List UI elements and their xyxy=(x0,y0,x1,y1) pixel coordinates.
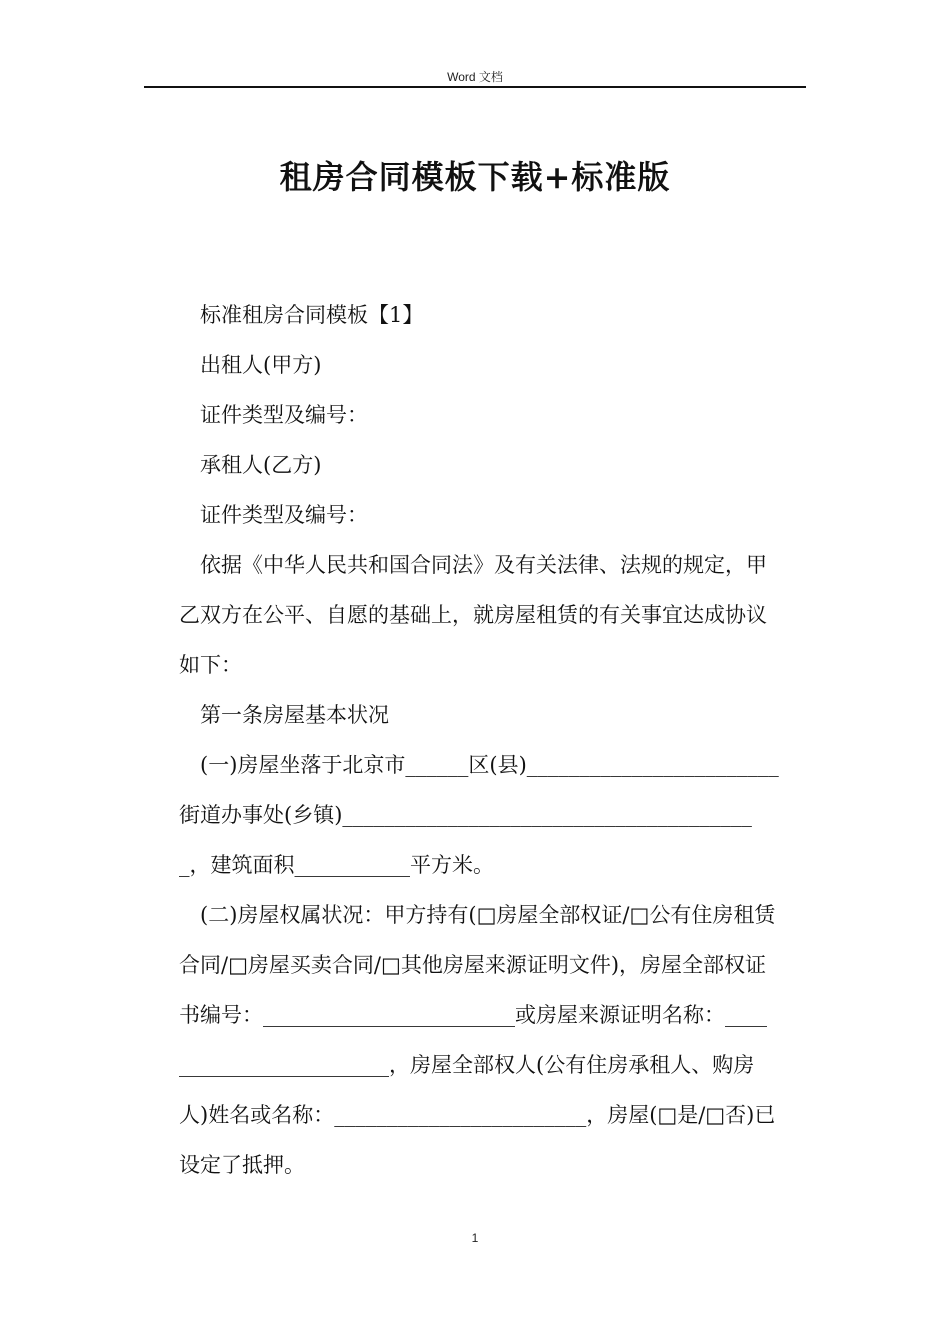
lessee-id-line: 证件类型及编号： xyxy=(200,503,368,527)
clause-1-line-1: (一)房屋坐落于北京市______区(县)________________________ xyxy=(200,753,779,777)
clause-1-line-2: 街道办事处(乡镇)_______________________________________ xyxy=(179,803,752,827)
clause-2-line-1: (二)房屋权属状况：甲方持有(□房屋全部权证/□公有住房租赁 xyxy=(200,903,776,927)
article-1-heading: 第一条房屋基本状况 xyxy=(200,703,389,727)
page-header: Word 文档 xyxy=(447,70,503,84)
section-heading: 标准租房合同模板【1】 xyxy=(200,303,424,327)
lessee-line: 承租人(乙方) xyxy=(200,453,322,477)
preamble-line-1: 依据《中华人民共和国合同法》及有关法律、法规的规定，甲 xyxy=(200,553,767,577)
clause-2-line-4: ____________________，房屋全部权人(公有住房承租人、购房 xyxy=(179,1053,755,1077)
lessor-id-line: 证件类型及编号： xyxy=(200,403,368,427)
clause-1-line-3: _，建筑面积___________平方米。 xyxy=(179,853,494,877)
header-divider xyxy=(144,86,806,88)
preamble-line-3: 如下： xyxy=(179,653,242,677)
clause-2-line-2: 合同/□房屋买卖合同/□其他房屋来源证明文件)，房屋全部权证 xyxy=(179,953,767,977)
clause-2-line-3: 书编号：________________________或房屋来源证明名称：____ xyxy=(179,1003,767,1027)
document-title: 租房合同模板下载+标准版 xyxy=(279,158,671,196)
clause-2-line-5: 人)姓名或名称：________________________，房屋(□是/□否)已 xyxy=(179,1103,776,1127)
document-body xyxy=(179,290,805,1190)
clause-2-line-6: 设定了抵押。 xyxy=(179,1153,305,1177)
page-number: 1 xyxy=(471,1231,479,1245)
lessor-line: 出租人(甲方) xyxy=(200,353,322,377)
preamble-line-2: 乙双方在公平、自愿的基础上，就房屋租赁的有关事宜达成协议 xyxy=(179,603,767,627)
